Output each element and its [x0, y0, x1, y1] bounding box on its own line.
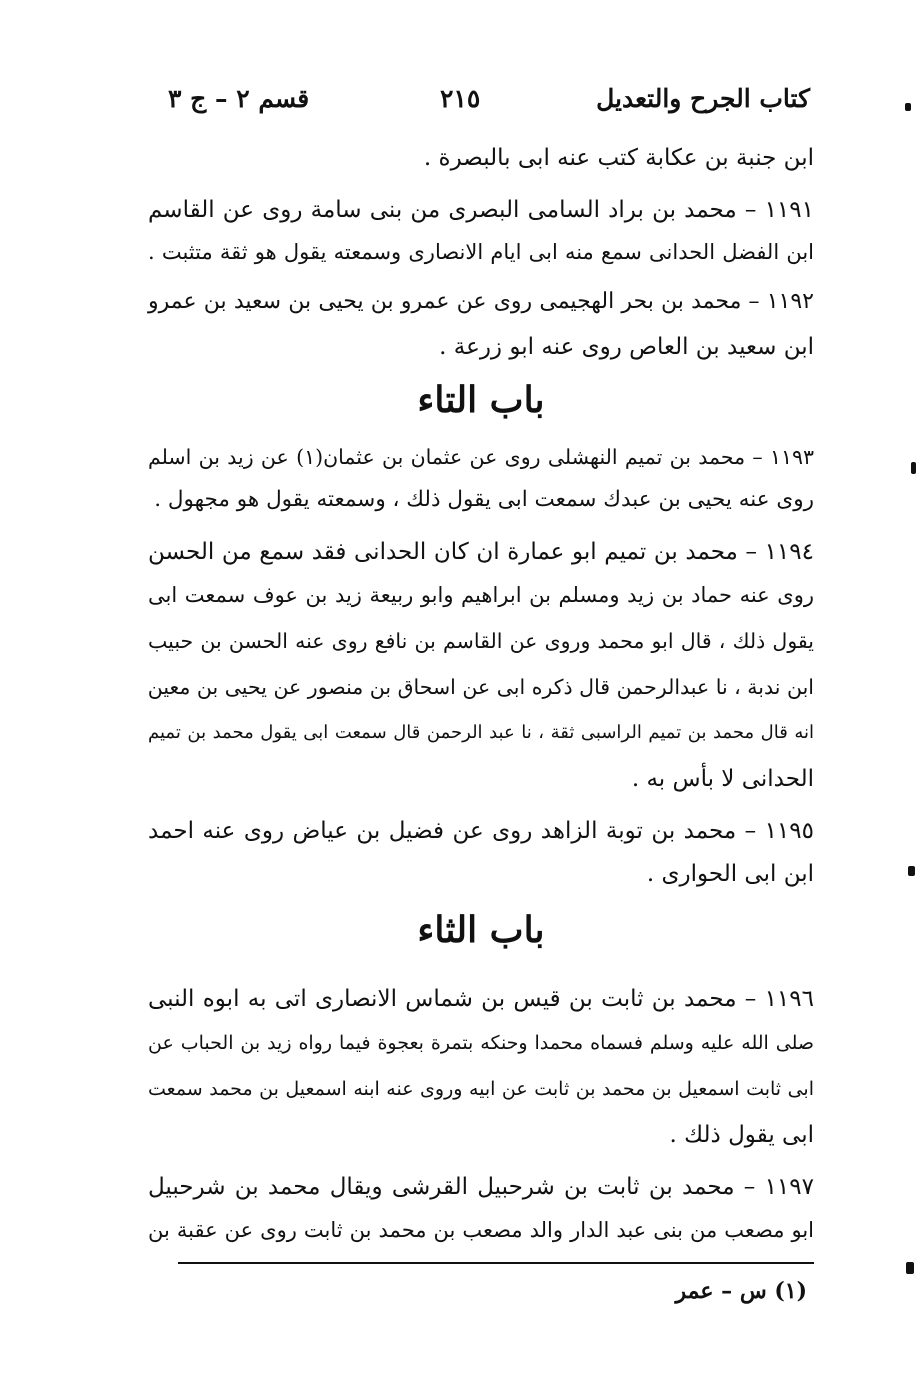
chapter-heading-taa: باب التاء [417, 379, 545, 421]
entry-line: يقول ذلك ، قال ابو محمد وروى عن القاسم بن نافع روى عنه الحسن بن حبيب [148, 629, 814, 653]
footnote-divider [178, 1262, 814, 1264]
entry-line: ابن ابى الحوارى . [646, 861, 814, 887]
entry-line: انه قال محمد بن تميم الراسبى ثقة ، نا عبد الرحمن قال سمعت ابى يقول محمد بن تميم [148, 722, 814, 743]
footnote: (١) س – عمر [675, 1278, 807, 1304]
entry-line: روى عنه يحيى بن عبدك سمعت ابى يقول ذلك ، وسمعته يقول هو مجهول . [154, 487, 814, 512]
scan-speck [908, 866, 915, 876]
chapter-heading-thaa: باب الثاء [417, 909, 545, 951]
entry-line: ١١٩٤ – محمد بن تميم ابو عمارة ان كان الحدانى فقد سمع من الحسن [148, 539, 814, 565]
entry-line: ابن ندبة ، نا عبدالرحمن قال ذكره ابى عن اسحاق بن منصور عن يحيى بن معين [147, 675, 814, 699]
body-text [148, 0, 814, 1375]
scan-speck [905, 103, 911, 111]
entry-line: ابن سعيد بن العاص روى عنه ابو زرعة . [439, 334, 814, 360]
volume-label: قسم ٢ – ج ٣ [168, 84, 310, 113]
entry-line: ١١٩٣ – محمد بن تميم النهشلى روى عن عثمان بن عثمان(١) عن زيد بن اسلم [148, 445, 814, 469]
page-number: ٢١٥ [440, 84, 481, 113]
entry-line: ١١٩٦ – محمد بن ثابت بن قيس بن شماس الانصارى اتى به ابوه النبى [148, 986, 814, 1012]
entry-line: ابو مصعب من بنى عبد الدار والد مصعب بن محمد بن ثابت روى عن عقبة بن [148, 1218, 814, 1242]
entry-line: ١١٩١ – محمد بن براد السامى البصرى من بنى سامة روى عن القاسم [148, 197, 814, 223]
scan-speck [906, 1262, 914, 1274]
entry-line: ١١٩٢ – محمد بن بحر الهجيمى روى عن عمرو بن يحيى بن سعيد بن عمرو [148, 289, 814, 314]
entry-line: ابى يقول ذلك . [669, 1122, 814, 1148]
scan-speck [911, 462, 916, 474]
entry-line: الحدانى لا بأس به . [631, 766, 814, 792]
entry-line: ابن الفضل الحدانى سمع منه ابى ايام الانصارى وسمعته يقول هو ثقة متثبت . [148, 240, 814, 264]
entry-line: روى عنه حماد بن زيد ومسلم بن ابراهيم وابو ربيعة زيد بن عوف سمعت ابى [148, 583, 814, 607]
entry-line: ابى ثابت اسمعيل بن محمد بن ثابت عن ابيه وروى عنه ابنه اسمعيل بن محمد سمعت [148, 1078, 814, 1100]
running-title: كتاب الجرح والتعديل [596, 84, 810, 113]
entry-line: صلى الله عليه وسلم فسماه محمدا وحنكه بتمرة بعجوة فيما رواه زيد بن الحباب عن [148, 1032, 814, 1054]
entry-line: ١١٩٧ – محمد بن ثابت بن شرحبيل القرشى ويقال محمد بن شرحبيل [148, 1174, 814, 1200]
entry-line: ١١٩٥ – محمد بن توبة الزاهد روى عن فضيل بن عياض روى عنه احمد [148, 818, 814, 844]
entry-line: ابن جنبة بن عكابة كتب عنه ابى بالبصرة . [423, 145, 814, 171]
